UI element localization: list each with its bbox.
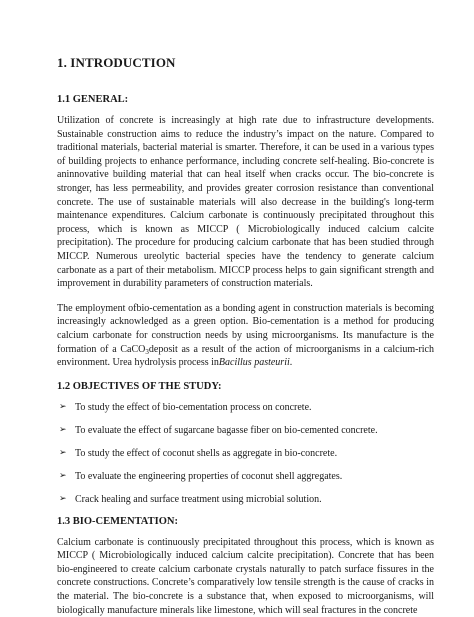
general-heading: 1.1 GENERAL:	[57, 94, 129, 105]
general-paragraph-2-text-b: deposit as a result of the action of microorganisms in a calcium-rich environment. Urea hydrolysis process in	[57, 343, 434, 369]
section-title: 1. INTRODUCTION	[57, 55, 176, 70]
list-item	[57, 470, 434, 483]
arrow-right-icon: ➢	[59, 424, 67, 435]
arrow-right-icon: ➢	[59, 470, 67, 481]
objective-text: To evaluate the engineering properties of coconut shell aggregates.	[75, 470, 343, 482]
objective-text: To evaluate the effect of sugarcane bagasse fiber on bio-cemented concrete.	[75, 424, 378, 436]
list-item	[57, 424, 434, 437]
arrow-right-icon: ➢	[59, 493, 67, 504]
objective-text: Crack healing and surface treatment using microbial solution.	[75, 493, 322, 505]
biocementation-heading: 1.3 BIO-CEMENTATION:	[57, 515, 178, 527]
objectives-list	[57, 401, 434, 506]
objective-text: To study the effect of coconut shells as aggregate in bio-concrete.	[75, 447, 338, 459]
list-item	[57, 447, 434, 460]
biocementation-paragraph: Calcium carbonate is continuously precipitated throughout this process, which is known as MICCP ( Microbiologically induced calcium calcite precipitation). Concrete that has been bio-engineered to create calcium carbonate crystals naturally to patch surface fissures in the concrete constructions. Concrete’s comparatively low tensile strength is the cause of cracks in the material. The bio-concrete is a substance that, when exposed to microorganisms, will biologically manufacture minerals like limestone, which will seal fractures in the concrete	[57, 536, 434, 616]
objective-text: To study the effect of bio-cementation process on concrete.	[75, 401, 312, 413]
arrow-right-icon: ➢	[59, 447, 67, 458]
subscript-3: 3	[145, 347, 149, 356]
general-paragraph-2	[57, 302, 434, 370]
general-paragraph-2-text-a: The employment ofbio-cementation as a bonding agent in construction materials is becoming increasingly acknowledged as a green option. Bio-cementation is a method for producing calcium carbonate for construction needs by using microorganisms. Its manufacture is the formation of a CaCO	[57, 302, 434, 355]
list-item	[57, 493, 434, 506]
bacillus-species-name: Bacillus pasteurii	[218, 357, 290, 369]
objectives-heading: 1.2 OBJECTIVES OF THE STUDY:	[57, 380, 222, 392]
general-paragraph-1: Utilization of concrete is increasingly at high rate due to infrastructure developments. Sustainable construction aims to reduce the industry’s impact on the nature. Compared to traditional materials, bacterial material is smarter. Therefore, it can be used in a various types of building projects to enhance performance, including concrete self-healing. Bio-concrete is aninnovative building material that can heal itself when cracks occur. The bio-concrete is stronger, has less permeability, and provides greater corrosion resistance than conventional concrete. The use of sustainable materials will also decrease in the building's long-term maintenance expenditures. Calcium carbonate is continuously precipitated throughout this process, which is known as MICCP ( Microbiologically induced calcium calcite precipitation). The procedure for producing calcium carbonate that has been studied through MICCP. Numerous ureolytic bacterial species have the tendency to generate calcium carbonate as a part of their metabolism. MICCP process helps to gain significant strength and improvement in durability parameters of construction materials.	[57, 115, 434, 290]
list-item	[57, 401, 434, 414]
general-paragraph-2-text-end: .	[289, 357, 293, 369]
arrow-right-icon: ➢	[59, 401, 67, 412]
